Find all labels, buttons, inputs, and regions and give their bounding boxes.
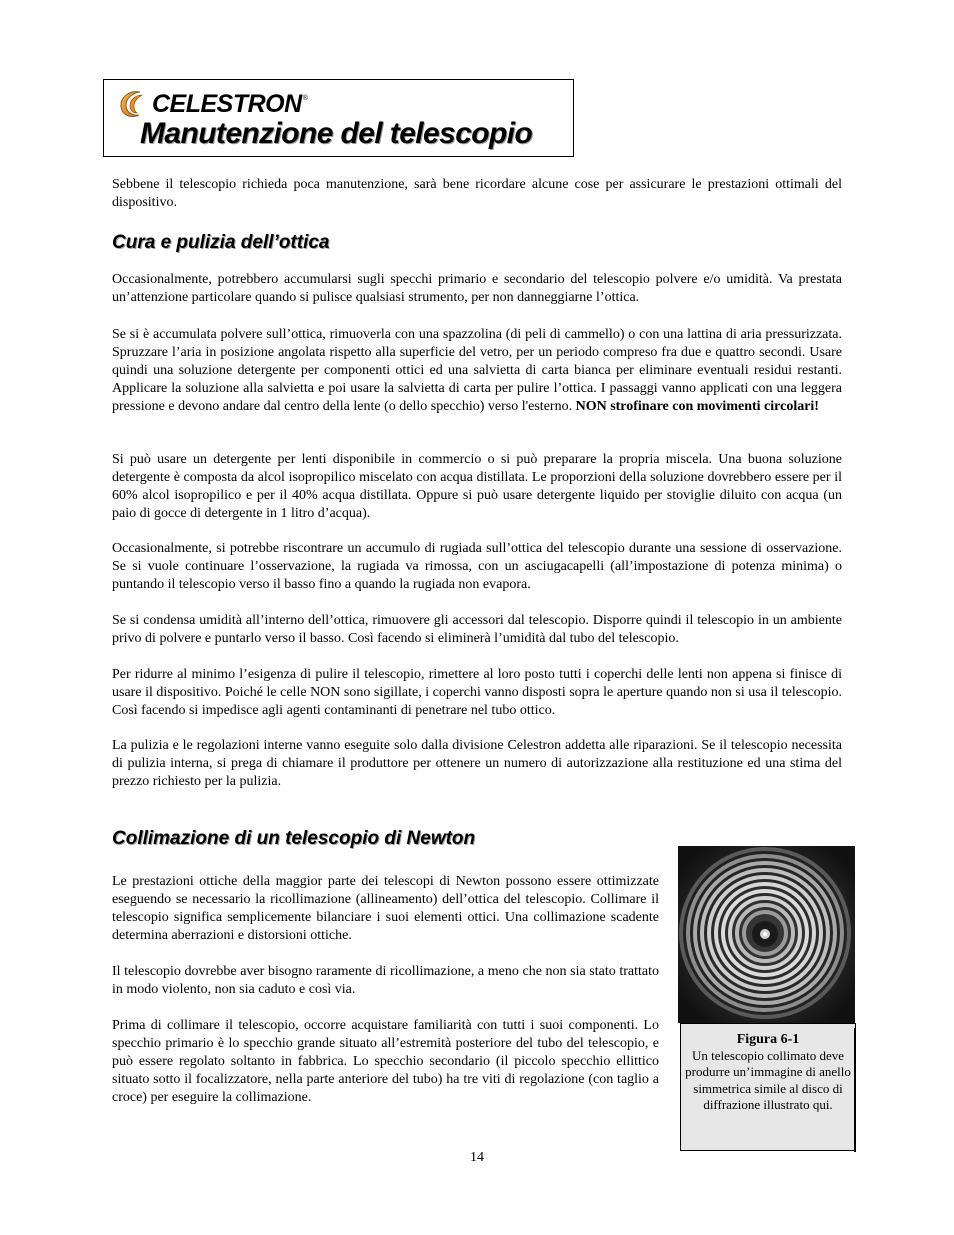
celestron-swoosh-icon bbox=[118, 88, 150, 120]
diffraction-ring-image bbox=[678, 846, 855, 1023]
optics-paragraph-5: Se si condensa umidità all’interno dell’ottica, rimuovere gli accessori dal telescopio. Disporre quindi il telescopio in un ambiente privo di polvere e puntarlo verso il basso. Così facendo si eliminerà l’umidità dal tubo del telescopio. bbox=[112, 613, 842, 646]
optics-paragraph-6: Per ridurre al minimo l’esigenza di pulire il telescopio, rimettere al loro posto tutti i coperchi delle lenti non appena si finisce di usare il dispositivo. Poiché le celle NON sono sigillate, i coperchi vanno disposti sopra le aperture quando non si usa il telescopio. Così facendo si impedisce agli agenti contaminanti di penetrare nel tubo ottico. bbox=[112, 667, 842, 718]
optics-paragraph-2 bbox=[112, 326, 842, 416]
diffraction-pattern bbox=[678, 846, 855, 1023]
brand-name: CELESTRON bbox=[152, 89, 302, 118]
optics-paragraph-2-text: Se si è accumulata polvere sull’ottica, rimuoverla con una spazzolina (di peli di cammello) o con una lattina di aria pressurizzata. Spruzzare l’aria in posizione angolata rispetto alla superficie del vetro, per un periodo compreso fra due e quattro secondi. Usare quindi una soluzione detergente per componenti ottici ed una salvietta di carta bianca per eliminare eventuali residui restanti. Applicare la soluzione alla salvietta e poi usare la salvietta di carta per pulire l’ottica. I passaggi vanno applicati con una leggera pressione e devono andare dal centro della lente (o dello specchio) verso l'esterno. bbox=[112, 327, 842, 414]
optics-paragraph-3: Si può usare un detergente per lenti disponibile in commercio o si può preparare la propria miscela. Una buona soluzione detergente è composta da alcol isopropilico miscelato con acqua distillata. Le proporzioni della soluzione dovrebbero essere per il 60% alcol isopropilico e per il 40% acqua distillata. Oppure si può usare detergente liquido per stoviglie diluito con acqua (un paio di gocce di detergente in 1 litro d’acqua). bbox=[112, 452, 842, 521]
section-heading-collimation: Collimazione di un telescopio di Newton bbox=[112, 828, 476, 849]
optics-warning: NON strofinare con movimenti circolari! bbox=[575, 399, 819, 414]
optics-paragraph-4: Occasionalmente, si potrebbe riscontrare un accumulo di rugiada sull’ottica del telescopio durante una sessione di osservazione. Se si vuole continuare l’osservazione, la rugiada va rimossa, con un asciugacapelli (all’impostazione di potenza minima) o puntando il telescopio verso il basso fino a quando la rugiada non evapora. bbox=[112, 541, 842, 592]
collimation-paragraph-1: Le prestazioni ottiche della maggior parte dei telescopi di Newton possono essere ottimizzate eseguendo se necessario la ricollimazione (allineamento) dell’ottica del telescopio. Collimare il telescopio significa semplicemente bilanciare i suoi elementi ottici. Una collimazione scadente determina aberrazioni e distorsioni ottiche. bbox=[112, 874, 659, 943]
optics-paragraph-7: La pulizia e le regolazioni interne vanno eseguite solo dalla divisione Celestron addetta alle riparazioni. Se il telescopio necessita di pulizia interna, si prega di chiamare il produttore per ottenere un numero di autorizzazione alla restituzione ed una stima del prezzo richiesto per la pulizia. bbox=[112, 738, 842, 789]
registered-mark: ® bbox=[302, 94, 308, 102]
figure-caption bbox=[680, 1023, 856, 1151]
collimation-paragraph-2: Il telescopio dovrebbe aver bisogno raramente di ricollimazione, a meno che non sia stato trattato in modo violento, non sia caduto e così via. bbox=[112, 964, 659, 997]
intro-paragraph: Sebbene il telescopio richieda poca manutenzione, sarà bene ricordare alcune cose per assicurare le prestazioni ottimali del dispositivo. bbox=[112, 177, 842, 210]
header-box bbox=[103, 79, 574, 157]
page-number: 14 bbox=[470, 1150, 484, 1165]
optics-paragraph-1: Occasionalmente, potrebbero accumularsi sugli specchi primario e secondario del telescopio polvere e/o umidità. Va prestata un’attenzione particolare quando si pulisce qualsiasi strumento, per non danneggiarne l’ottica. bbox=[112, 272, 842, 305]
page-title: Manutenzione del telescopio bbox=[140, 117, 533, 150]
section-heading-optics-care: Cura e pulizia dell’ottica bbox=[112, 232, 330, 253]
collimation-paragraph-3: Prima di collimare il telescopio, occorre acquistare familiarità con tutti i suoi componenti. Lo specchio primario è lo specchio grande situato all’estremità posteriore del tubo del telescopio, e può essere regolato soltanto in fabbrica. Lo specchio secondario (il piccolo specchio ellittico situato sotto il focalizzatore, nella parte anteriore del tubo) ha tre viti di regolazione (con taglio a croce) per eseguire la collimazione. bbox=[112, 1018, 659, 1105]
figure-caption-text: Un telescopio collimato deve produrre un’immagine di anello simmetrica simile al disco di diffrazione illustrato qui. bbox=[685, 1048, 851, 1113]
figure-label: Figura 6-1 bbox=[736, 1032, 800, 1047]
figure-shadow bbox=[854, 1028, 856, 1152]
celestron-logo bbox=[118, 88, 308, 120]
